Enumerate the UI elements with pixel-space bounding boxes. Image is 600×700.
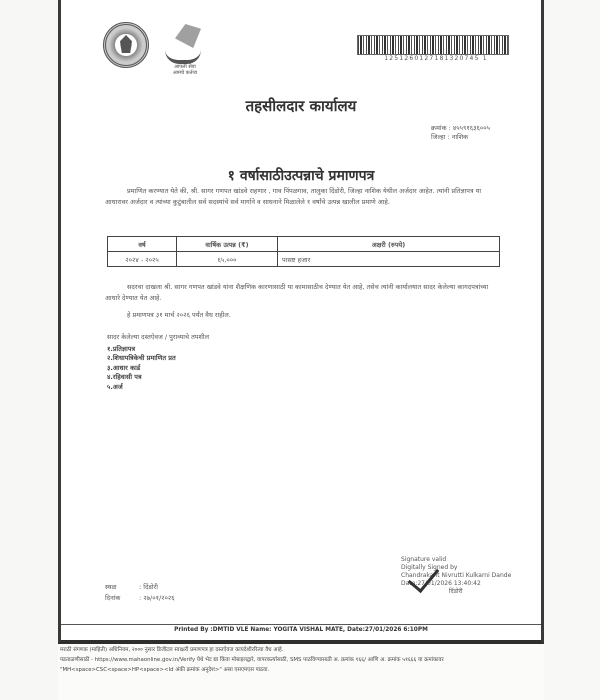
document-item: २.शिधापत्रिकेची प्रमाणित प्रत: [107, 354, 176, 362]
logo-hand-shape: [165, 50, 201, 64]
certification-paragraph: प्रमाणित करण्यात येते की, श्री. सागर गणपत खांडवे राहणार , गाव पिंपळगाव, तालुका दिंडोरी, जिल्हा नाशिक येथील अर्जदार आहेत. त्यांनी प्रतिज्ञापत्र या आधारावर अर्जदार व त्यांच्या कुटुंबातील सर्व सदस्यांचे सर्व मार्गाने व साधनाने मिळालेले १ वर्षांचे उत्पन्न खालील प्रमाणे आहे.: [105, 187, 482, 206]
purpose-paragraph: सदरचा दाखला श्री. सागर गणपत खांडवे यांना शैक्षणिक कारणासाठी या कामासाठीच देण्यात येत आहे, तसेच त्यांनी कार्यालयात सादर केलेल्या कागदपत्रांच्या आधारे देण्यात येत आहे.: [105, 283, 489, 302]
aaple-sarkar-logo-icon: [161, 18, 211, 78]
reference-district: जिल्हा : नाशिक: [431, 133, 469, 141]
signature-office: दिंडोरी: [449, 588, 463, 595]
table-row: [108, 252, 500, 267]
income-table: [107, 236, 500, 267]
header-year: वर्ष: [108, 237, 177, 252]
document-item: ३.आधार कार्ड: [107, 363, 141, 372]
barcode-number: 1251260127181320745 1: [384, 55, 488, 62]
reference-number: क्रमांक : ४५५९१६३६००५: [431, 124, 491, 132]
logo-drop-shape: [175, 24, 201, 48]
document-item: ४.रहिवासी पत्र: [107, 373, 142, 381]
logo-caption: आपली सेवा आमचे कर्तव्य: [172, 64, 198, 76]
cell-year: २०२४ - २०२५: [108, 252, 177, 267]
digital-signature-block: Signature valid Digitally Signed by Chandrakant Nivrutti Kulkarni Dande Date:27/01/2026 13:40:42 दिंडोरी: [401, 556, 512, 595]
header-in-words: अक्षरी (रुपये): [278, 237, 500, 252]
date-row: दिनांक : २७/०१/२०२६: [105, 594, 175, 602]
divider: [61, 624, 541, 625]
document-item: ५.अर्ज: [107, 382, 123, 391]
government-emblem-icon: [103, 22, 149, 68]
office-title: तहसीलदार कार्यालय: [245, 97, 357, 115]
certificate-frame: [58, 0, 544, 644]
income-table-header: [108, 237, 500, 252]
cell-income: ६५,०००: [177, 252, 278, 267]
documents-heading: सादर केलेल्या दस्तऐवज / पुराव्याचे तपशील: [107, 333, 209, 341]
page-margin-left: [0, 0, 58, 700]
reference-block: [431, 124, 490, 142]
page-margin-right: [544, 0, 600, 700]
verification-footer: मराठी संगणक (माहिती) अधिनियम, २००० नुसार डिजीटल स्वाक्षरी प्रमाणपत्र हा दस्तऐवज कायदेशीररित्या वैध आहे. पडताळणीसाठी - https://www.mahaonline.gov.in/Verify येथे भेट द्या किंवा मोबाइलद्वारे, वापरकर्त्यासाठी, SMS पाठविण्यासाठी अ. क्रमांक १६६/ आणि अ. क्रमांक ५१६६६ या क्रमांकावर "MH<space>CSC<space>HP<space><Id अंकी क्रमांक अनुदेश>" असा एसएमएस पाठवा.: [60, 647, 444, 673]
validity-paragraph: हे प्रमाणपत्र ३१ मार्च २०२६ पर्यंत वैध राहील.: [127, 311, 231, 319]
cell-in-words: पासष्ट हजार: [278, 252, 500, 267]
place-row: स्थळ : दिंडोरी: [105, 583, 158, 591]
printed-by-line: Printed By :DMTID VLE Name: YOGITA VISHAL MATE, Date:27/01/2026 6:10PM: [174, 627, 428, 633]
header-annual-income: वार्षिक उत्पन्न (₹): [177, 237, 278, 252]
document-item: १.प्रतिज्ञापत्र: [107, 344, 136, 353]
certificate-title: १ वर्षासाठीउत्पन्नाचे प्रमाणपत्र: [227, 168, 375, 184]
place-date-block: [105, 582, 175, 604]
barcode: [357, 35, 509, 55]
submitted-documents: [107, 333, 209, 392]
